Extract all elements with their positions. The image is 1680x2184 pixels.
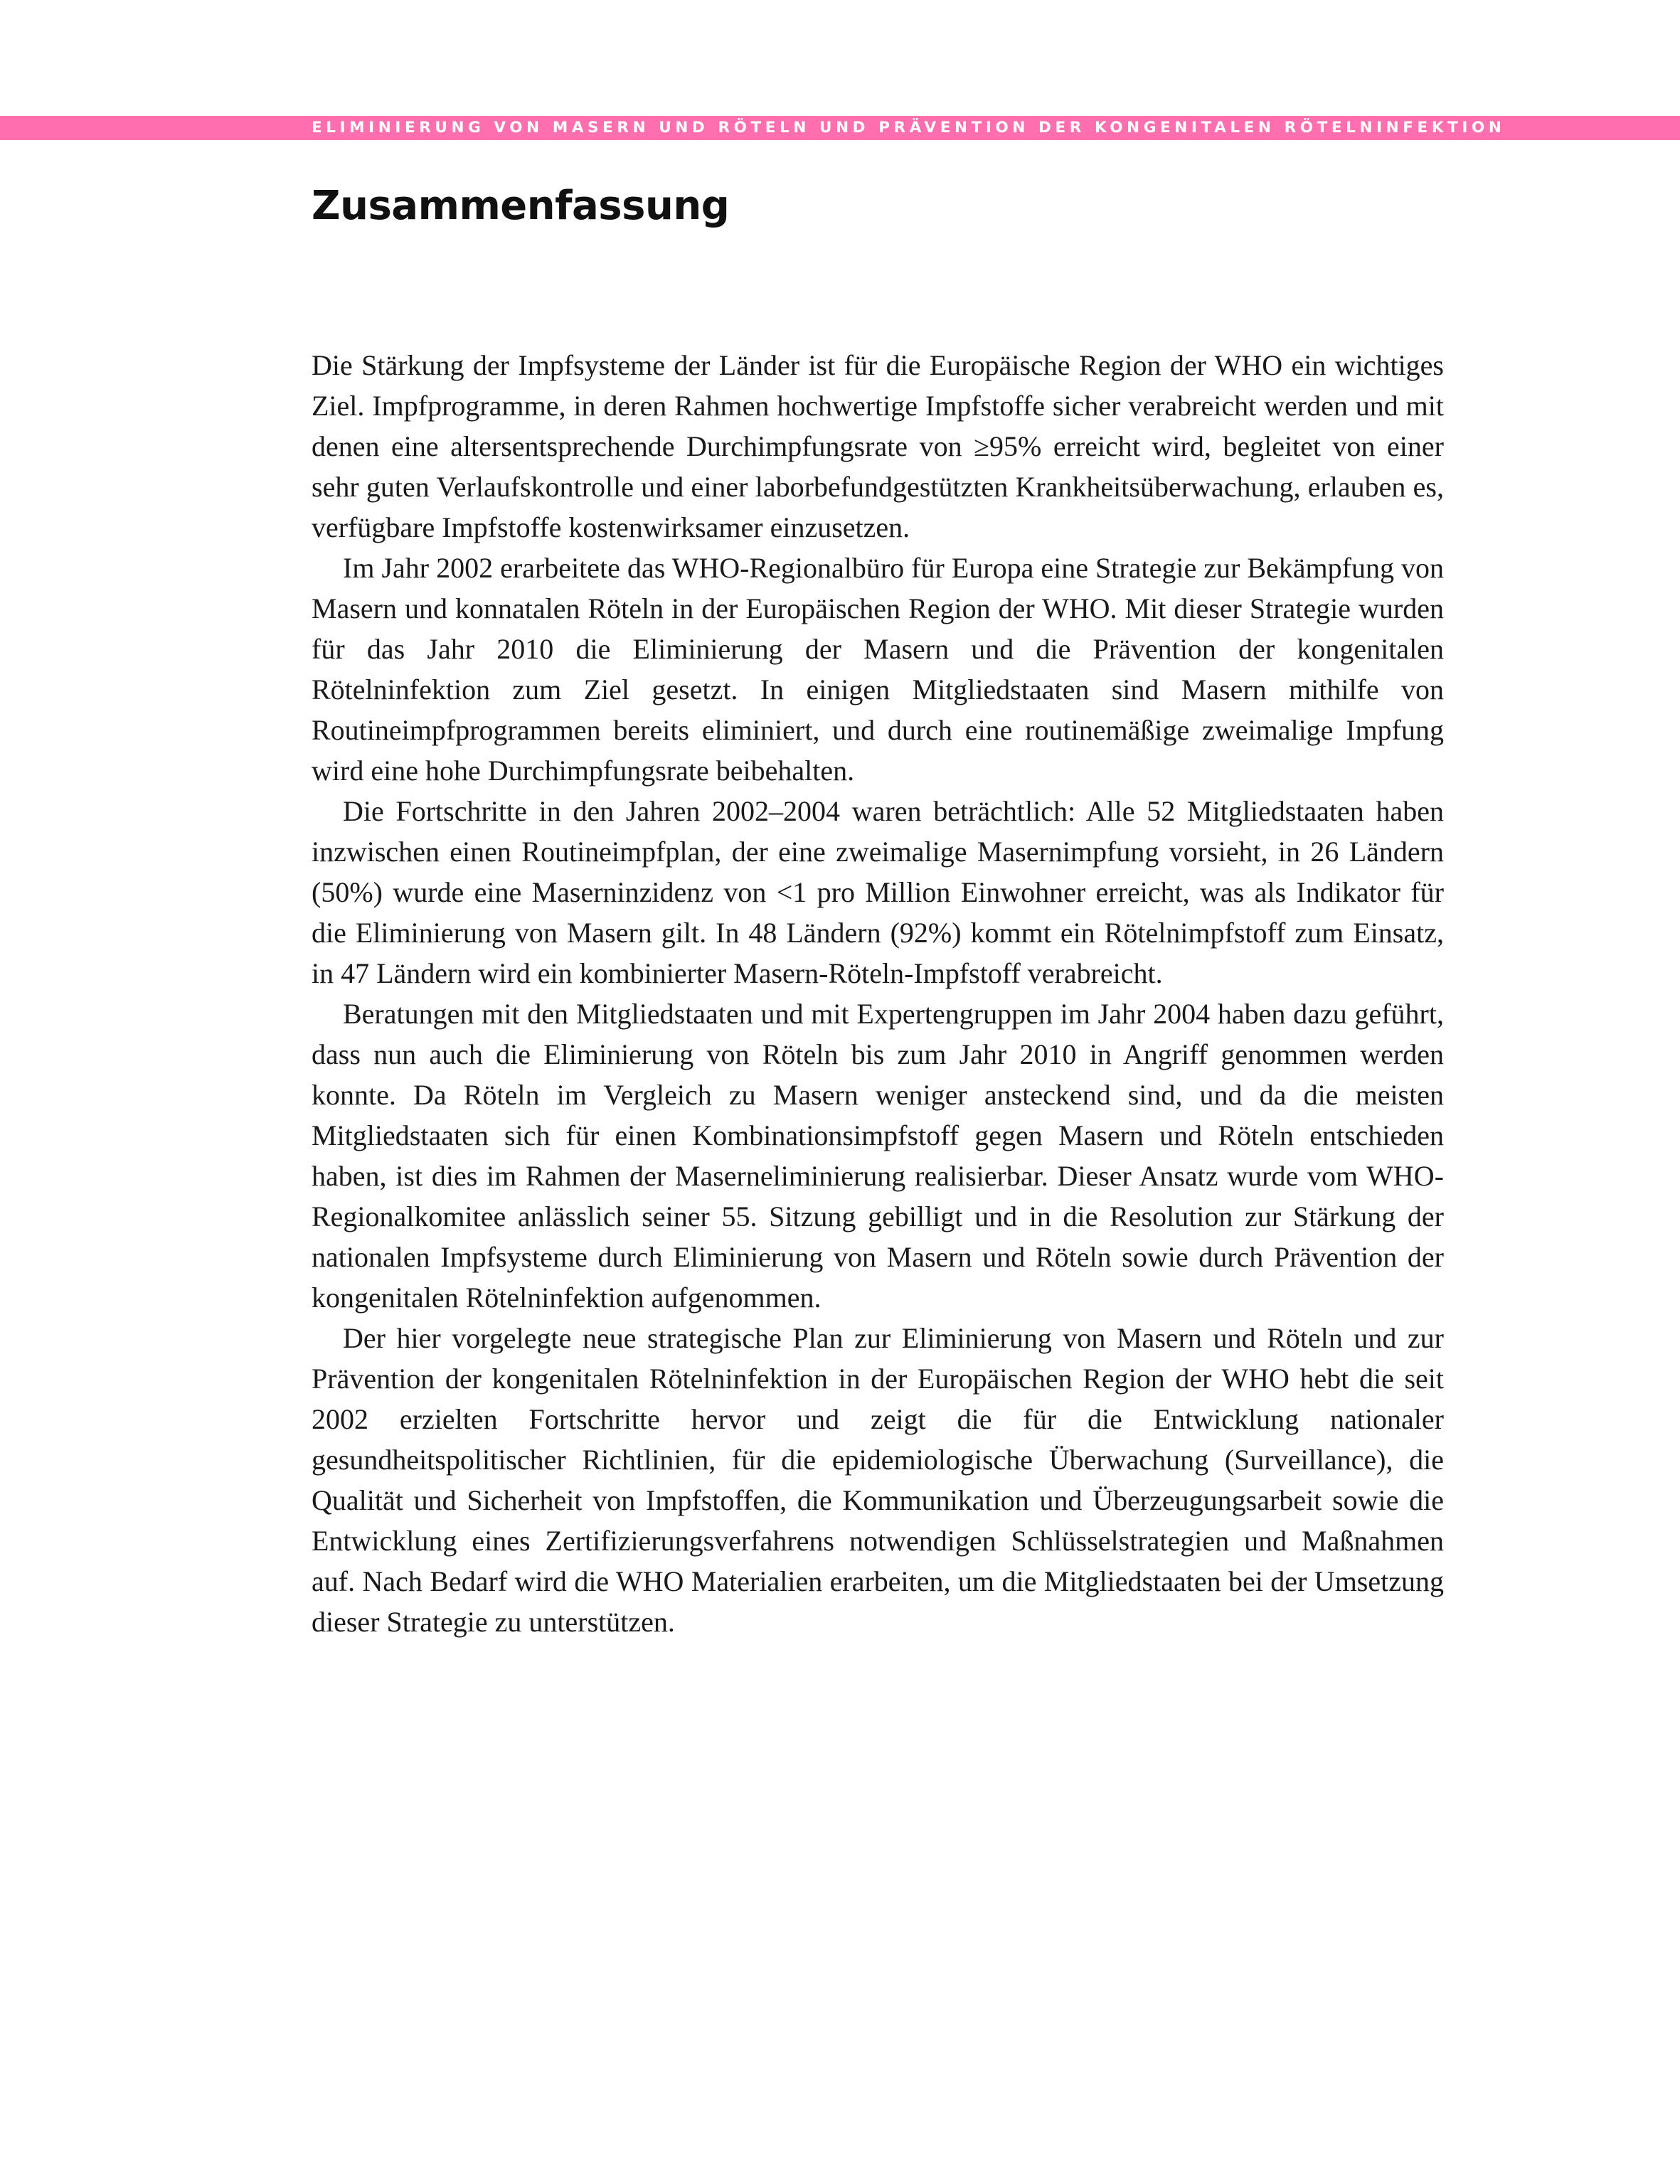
page-title: Zusammenfassung [312, 183, 730, 229]
summary-body [312, 345, 1444, 1642]
body-paragraph-3: Die Fortschritte in den Jahren 2002–2004 waren beträchtlich: Alle 52 Mitgliedstaaten haben inzwischen einen Routineimpfplan, der eine zweimalige Masernimpfung vorsieht, in 26 Ländern (50%) wurde eine Maserninzidenz von <1 pro Million Einwohner erreicht, was als Indikator für die Eliminierung von Masern gilt. In 48 Ländern (92%) kommt ein Rötelnimpfstoff zum Einsatz, in 47 Ländern wird ein kombinierter Masern-Röteln-Impfstoff verabreicht. [312, 795, 1444, 989]
body-paragraph-2: Im Jahr 2002 erarbeitete das WHO-Regionalbüro für Europa eine Strategie zur Bekämpfung von Masern und konnatalen Röteln in der Europäischen Region der WHO. Mit dieser Strategie wurden für das Jahr 2010 die Eliminierung der Masern und die Prävention der kongenitalen Rötelninfektion zum Ziel gesetzt. In einigen Mitgliedstaaten sind Masern mithilfe von Routineimpfprogrammen bereits eliminiert, und durch eine routinemäßige zweimalige Impfung wird eine hohe Durchimpfungsrate beibehalten. [312, 552, 1444, 787]
body-paragraph-5: Der hier vorgelegte neue strategische Plan zur Eliminierung von Masern und Röteln und zur Prävention der kongenitalen Rötelninfektion in der Europäischen Region der WHO hebt die seit 2002 erzielten Fortschritte hervor und zeigt die für die Entwicklung nationaler gesundheitspolitischer Richtlinien, für die epidemiologische Überwachung (Surveillance), die Qualität und Sicherheit von Impfstoffen, die Kommunikation und Überzeugungsarbeit sowie die Entwicklung eines Zertifizierungsverfahrens notwendigen Schlüsselstrategien und Maßnahmen auf. Nach Bedarf wird die WHO Materialien erarbeiten, um die Mitgliedstaaten bei der Umsetzung dieser Strategie zu unterstützen. [312, 1322, 1444, 1638]
body-paragraph-4: Beratungen mit den Mitgliedstaaten und mit Expertengruppen im Jahr 2004 haben dazu geführt, dass nun auch die Eliminierung von Röteln bis zum Jahr 2010 in Angriff genommen werden konnte. Da Röteln im Vergleich zu Masern weniger ansteckend sind, und da die meisten Mitgliedstaaten sich für einen Kombinationsimpfstoff gegen Masern und Röteln entschieden haben, ist dies im Rahmen der Maserneliminierung realisierbar. Dieser Ansatz wurde vom WHO-Regionalkomitee anlässlich seiner 55. Sitzung gebilligt und in die Resolution zur Stärkung der nationalen Impfsysteme durch Eliminierung von Masern und Röteln sowie durch Prävention der kongenitalen Rötelninfektion aufgenommen. [312, 998, 1444, 1314]
running-header-title: ELIMINIERUNG VON MASERN UND RÖTELN UND PRÄVENTION DER KONGENITALEN RÖTELNINFEKTION [312, 119, 1506, 137]
body-paragraph-1: Die Stärkung der Impfsysteme der Länder ist für die Europäische Region der WHO ein wichtiges Ziel. Impfprogramme, in deren Rahmen hochwertige Impfstoffe sicher verabreicht werden und mit denen eine altersentsprechende Durchimpfungsrate von ≥95% erreicht wird, begleitet von einer sehr guten Verlaufskontrolle und einer laborbefundgestützten Krankheitsüberwachung, erlauben es, verfügbare Impfstoffe kostenwirksamer einzusetzen. [312, 349, 1444, 543]
